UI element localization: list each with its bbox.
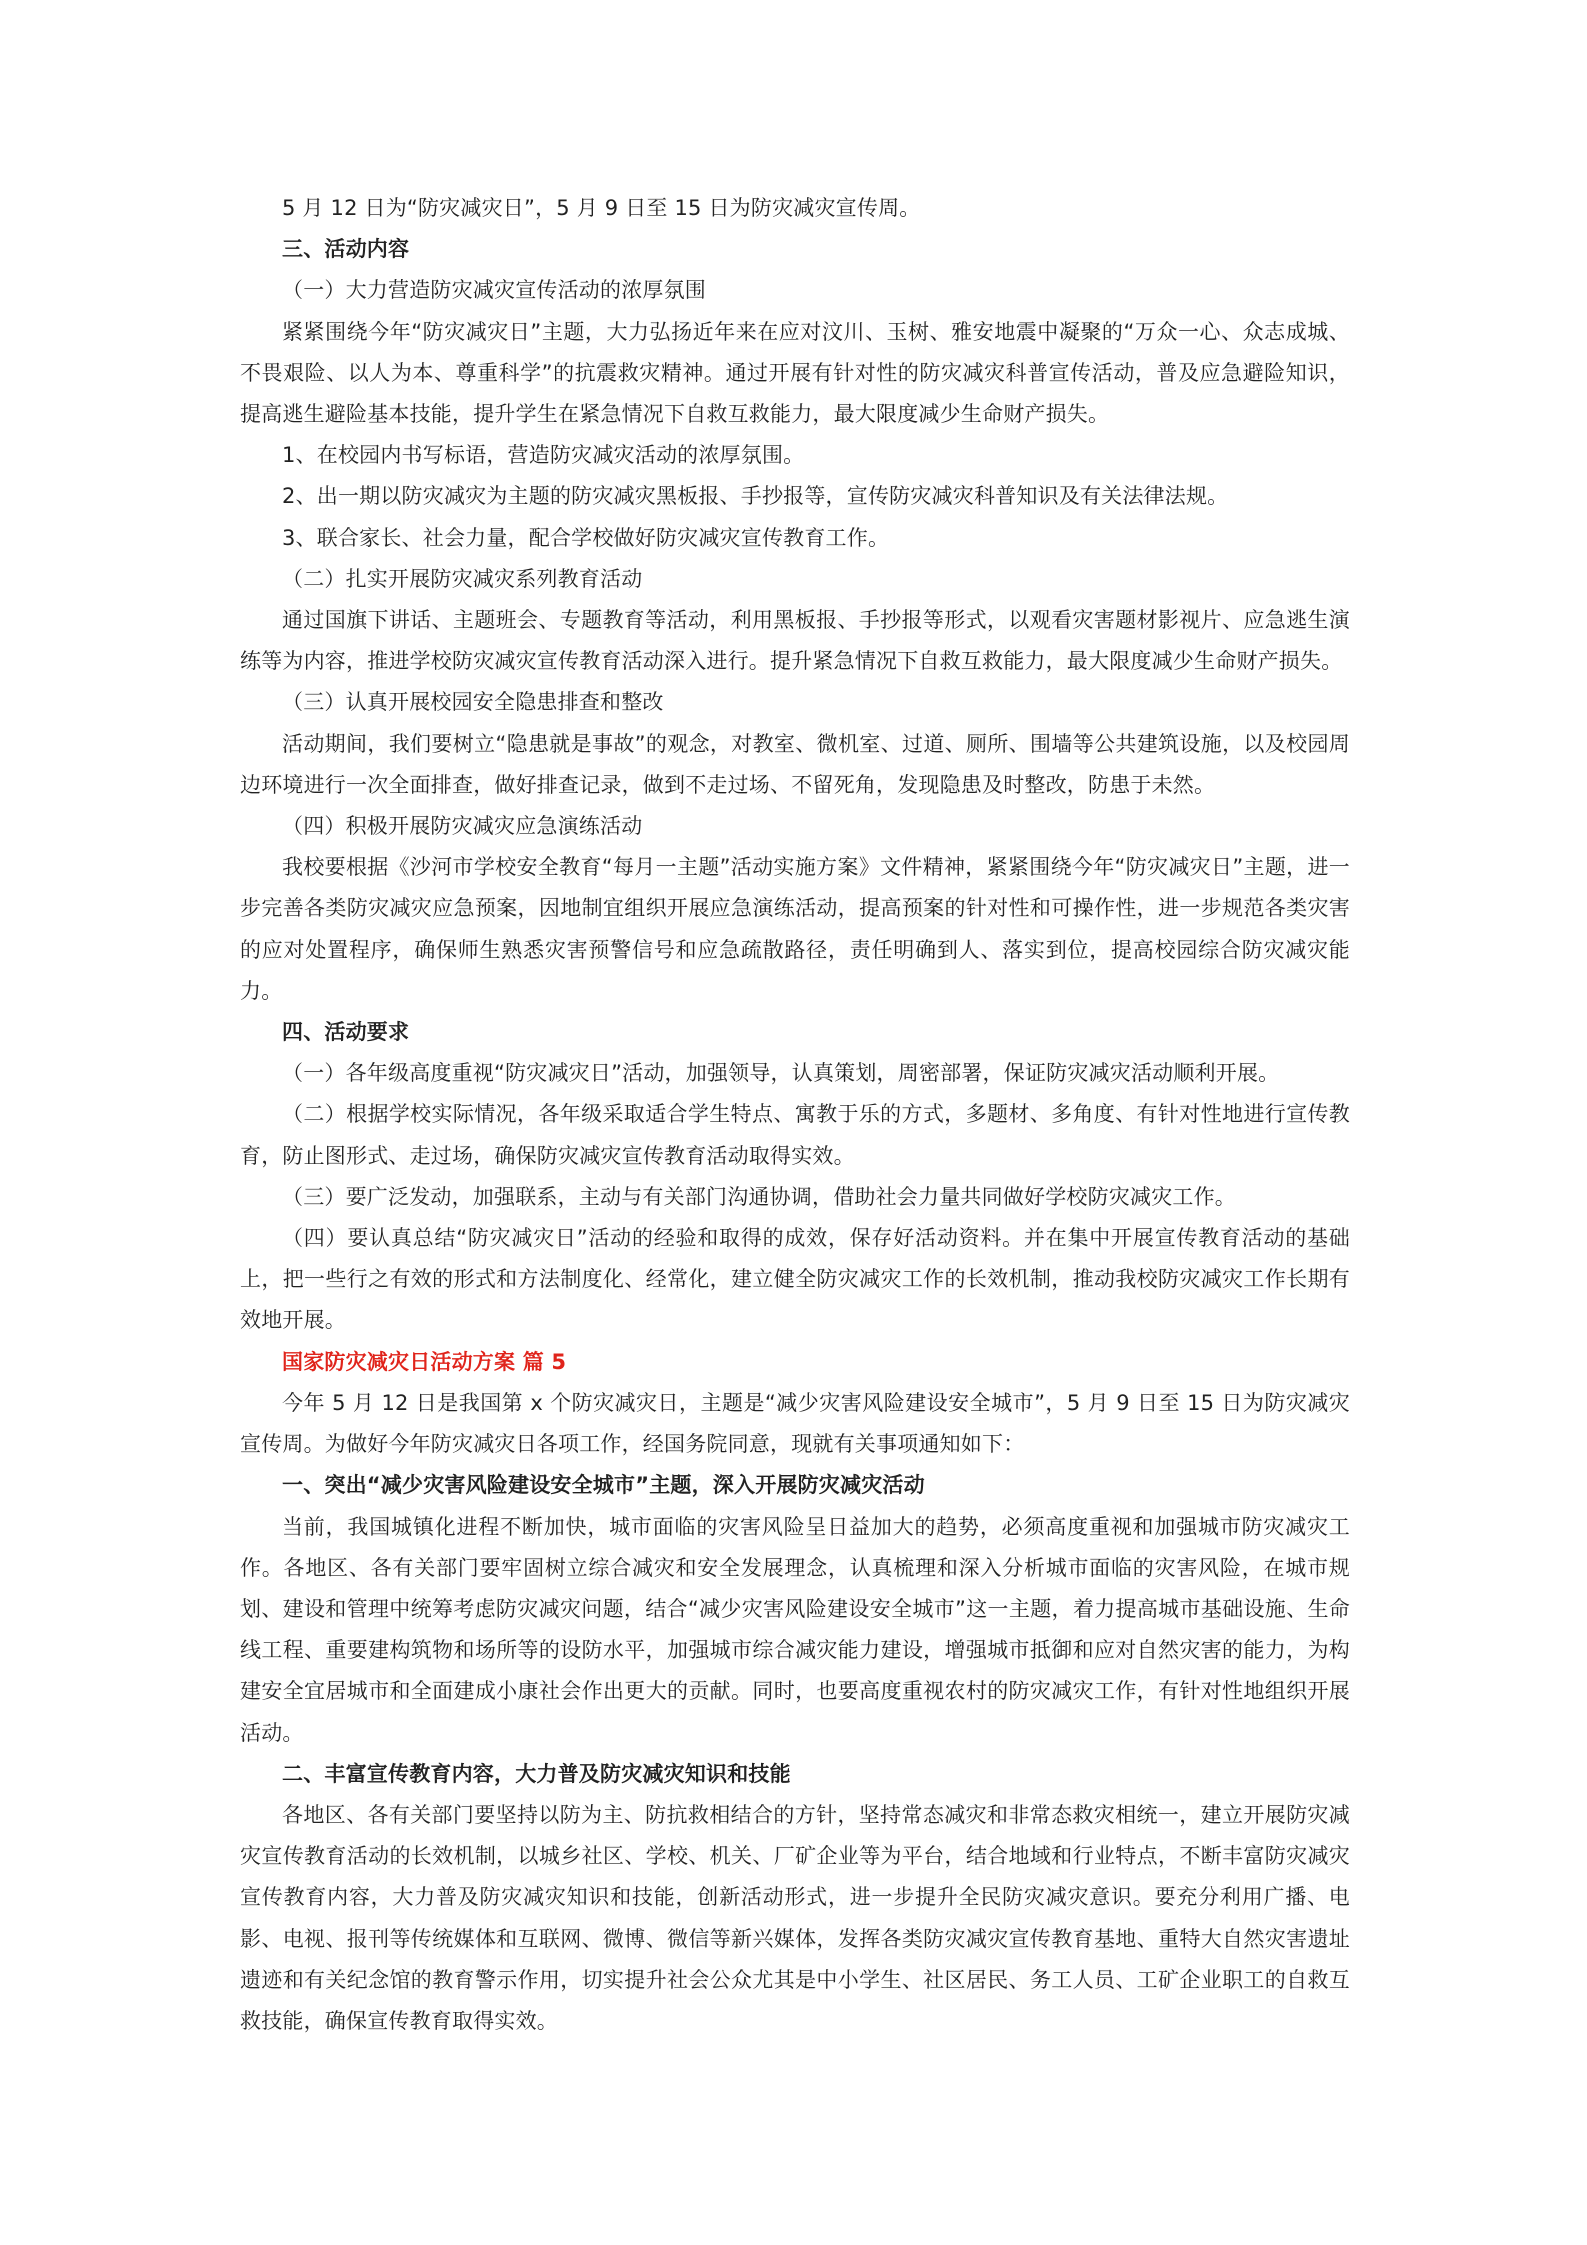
subheading: （一）大力营造防灾减灾宣传活动的浓厚氛围 <box>282 278 706 303</box>
list-item: 2、出一期以防灾减灾为主题的防灾减灾黑板报、手抄报等，宣传防灾减灾科普知识及有关法律法规。 <box>282 484 1229 509</box>
section-heading: 二、丰富宣传教育内容，大力普及防灾减灾知识和技能 <box>282 1761 791 1786</box>
paragraph: 活动期间，我们要树立“隐患就是事故”的观念，对教室、微机室、过道、厕所、围墙等公共建筑设施，以及校园周边环境进行一次全面排查，做好排查记录，做到不走过场、不留死角，发现隐患及时整改，防患于未然。 <box>240 731 1350 797</box>
subheading: （二）扎实开展防灾减灾系列教育活动 <box>282 566 643 591</box>
paragraph: 当前，我国城镇化进程不断加快，城市面临的灾害风险呈日益加大的趋势，必须高度重视和加强城市防灾减灾工作。各地区、各有关部门要牢固树立综合减灾和安全发展理念，认真梳理和深入分析城市面临的灾害风险，在城市规划、建设和管理中统筹考虑防灾减灾问题，结合“减少灾害风险建设安全城市”这一主题，着力提高城市基础设施、生命线工程、重要建构筑物和场所等的设防水平，加强城市综合减灾能力建设，增强城市抵御和应对自然灾害的能力，为构建安全宜居城市和全面建成小康社会作出更大的贡献。同时，也要高度重视农村的防灾减灾工作，有针对性地组织开展活动。 <box>240 1514 1350 1745</box>
paragraph: 各地区、各有关部门要坚持以防为主、防抗救相结合的方针，坚持常态减灾和非常态救灾相统一，建立开展防灾减灾宣传教育活动的长效机制，以城乡社区、学校、机关、厂矿企业等为平台，结合地域和行业特点，不断丰富防灾减灾宣传教育内容，大力普及防灾减灾知识和技能，创新活动形式，进一步提升全民防灾减灾意识。要充分利用广播、电影、电视、报刊等传统媒体和互联网、微博、微信等新兴媒体，发挥各类防灾减灾宣传教育基地、重特大自然灾害遗址遗迹和有关纪念馆的教育警示作用，切实提升社会公众尤其是中小学生、社区居民、务工人员、工矿企业职工的自救互救技能，确保宣传教育取得实效。 <box>240 1802 1350 2033</box>
paragraph: （二）根据学校实际情况，各年级采取适合学生特点、寓教于乐的方式，多题材、多角度、有针对性地进行宣传教育，防止图形式、走过场，确保防灾减灾宣传教育活动取得实效。 <box>240 1102 1350 1168</box>
paragraph: 我校要根据《沙河市学校安全教育“每月一主题”活动实施方案》文件精神，紧紧围绕今年“防灾减灾日”主题，进一步完善各类防灾减灾应急预案，因地制宜组织开展应急演练活动，提高预案的针对性和可操作性，进一步规范各类灾害的应对处置程序，确保师生熟悉灾害预警信号和应急疏散路径，责任明确到人、落实到位，提高校园综合防灾减灾能力。 <box>240 855 1350 1003</box>
paragraph: （三）要广泛发动，加强联系，主动与有关部门沟通协调，借助社会力量共同做好学校防灾减灾工作。 <box>282 1184 1236 1209</box>
list-item: 1、在校园内书写标语，营造防灾减灾活动的浓厚氛围。 <box>282 443 805 468</box>
paragraph: （一）各年级高度重视“防灾减灾日”活动，加强领导，认真策划，周密部署，保证防灾减灾活动顺利开展。 <box>282 1061 1280 1086</box>
article-title: 国家防灾减灾日活动方案 篇 5 <box>282 1349 567 1374</box>
section-heading: 三、活动内容 <box>282 237 410 262</box>
section-heading: 四、活动要求 <box>282 1020 410 1045</box>
paragraph: 紧紧围绕今年“防灾减灾日”主题，大力弘扬近年来在应对汶川、玉树、雅安地震中凝聚的“万众一心、众志成城、不畏艰险、以人为本、尊重科学”的抗震救灾精神。通过开展有针对性的防灾减灾科普宣传活动，普及应急避险知识，提高逃生避险基本技能，提升学生在紧急情况下自救互救能力，最大限度减少生命财产损失。 <box>240 319 1350 427</box>
paragraph: 通过国旗下讲话、主题班会、专题教育等活动，利用黑板报、手抄报等形式，以观看灾害题材影视片、应急逃生演练等为内容，推进学校防灾减灾宣传教育活动深入进行。提升紧急情况下自救互救能力，最大限度减少生命财产损失。 <box>240 608 1350 674</box>
paragraph: 今年 5 月 12 日是我国第 x 个防灾减灾日，主题是“减少灾害风险建设安全城市”，5 月 9 日至 15 日为防灾减灾宣传周。为做好今年防灾减灾日各项工作，经国务院同意，现就有关事项通知如下： <box>240 1390 1350 1457</box>
paragraph: 5 月 12 日为“防灾减灾日”，5 月 9 日至 15 日为防灾减灾宣传周。 <box>282 196 921 220</box>
paragraph: （四）要认真总结“防灾减灾日”活动的经验和取得的成效，保存好活动资料。并在集中开展宣传教育活动的基础上，把一些行之有效的形式和方法制度化、经常化，建立健全防灾减灾工作的长效机制，推动我校防灾减灾工作长期有效地开展。 <box>240 1226 1350 1333</box>
subheading: （三）认真开展校园安全隐患排查和整改 <box>282 690 664 715</box>
list-item: 3、联合家长、社会力量，配合学校做好防灾减灾宣传教育工作。 <box>282 525 890 550</box>
document-page <box>240 188 1350 2042</box>
section-heading: 一、突出“减少灾害风险建设安全城市”主题，深入开展防灾减灾活动 <box>282 1473 925 1498</box>
subheading: （四）积极开展防灾减灾应急演练活动 <box>282 814 643 839</box>
